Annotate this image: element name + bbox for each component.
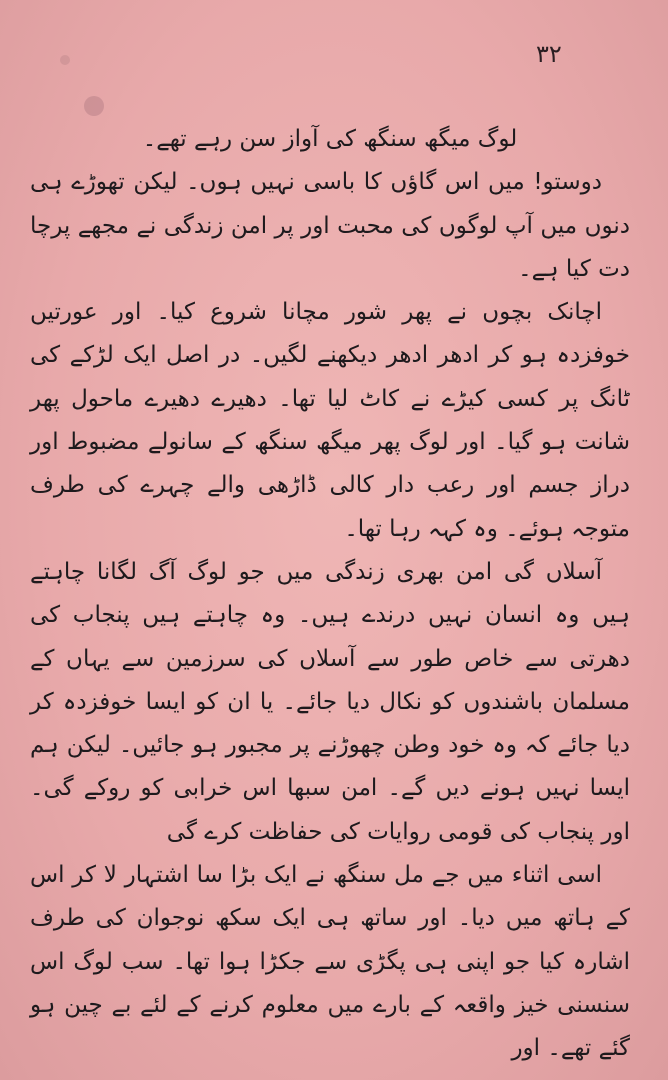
body-text — [30, 118, 630, 1071]
page-number: ۳۲ — [536, 40, 562, 68]
paper-stain — [84, 96, 104, 116]
paragraph: لوگ میگھ سنگھ کی آواز سن رہے تھے۔ — [142, 126, 518, 152]
paragraph: اچانک بچوں نے پھر شور مچانا شروع کیا۔ اور عورتیں خوفزدہ ہو کر ادھر ادھر دیکھنے لگیں۔ در اصل ایک لڑکے کی ٹانگ پر کسی کیڑے نے کاٹ لیا تھا۔ دھیرے دھیرے ماحول پھر شانت ہو گیا۔ اور لوگ پھر میگھ سنگھ کے سانولے مضبوط اور دراز جسم اور رعب دار کالی ڈاڑھی والے چہرے کی طرف متوجہ ہوئے۔ وہ کہہ رہا تھا۔ — [30, 299, 630, 542]
paragraph: اسی اثناء میں جے مل سنگھ نے ایک بڑا سا اشتہار لا کر اس کے ہاتھ میں دیا۔ اور ساتھ ہی ایک سکھ نوجوان کی طرف اشارہ کیا جو اپنی ہی پگڑی سے جکڑا ہوا تھا۔ سب لوگ اس سنسنی خیز واقعہ کے بارے میں معلوم کرنے کے لئے بے چین ہو گئے تھے۔ اور — [30, 862, 630, 1062]
paragraph: دوستو! میں اس گاؤں کا باسی نہیں ہوں۔ لیکن تھوڑے ہی دنوں میں آپ لوگوں کی محبت اور پر امن زندگی نے مجھے پرچا دت کیا ہے۔ — [30, 169, 630, 282]
paragraph: آسلاں گی امن بھری زندگی میں جو لوگ آگ لگانا چاہتے ہیں وہ انسان نہیں درندے ہیں۔ وہ چاہتے ہیں پنجاب کی دھرتی سے خاص طور سے آسلاں کی سرزمین سے یہاں کے مسلمان باشندوں کو نکال دیا جائے۔ یا ان کو ایسا خوفزدہ کر دیا جائے کہ وہ خود وطن چھوڑنے پر مجبور ہو جائیں۔ لیکن ہم ایسا نہیں ہونے دیں گے۔ امن سبھا اس خرابی کو روکے گی۔ اور پنجاب کی قومی روایات کی حفاظت کرے گی — [30, 558, 630, 845]
paper-stain — [60, 55, 70, 65]
